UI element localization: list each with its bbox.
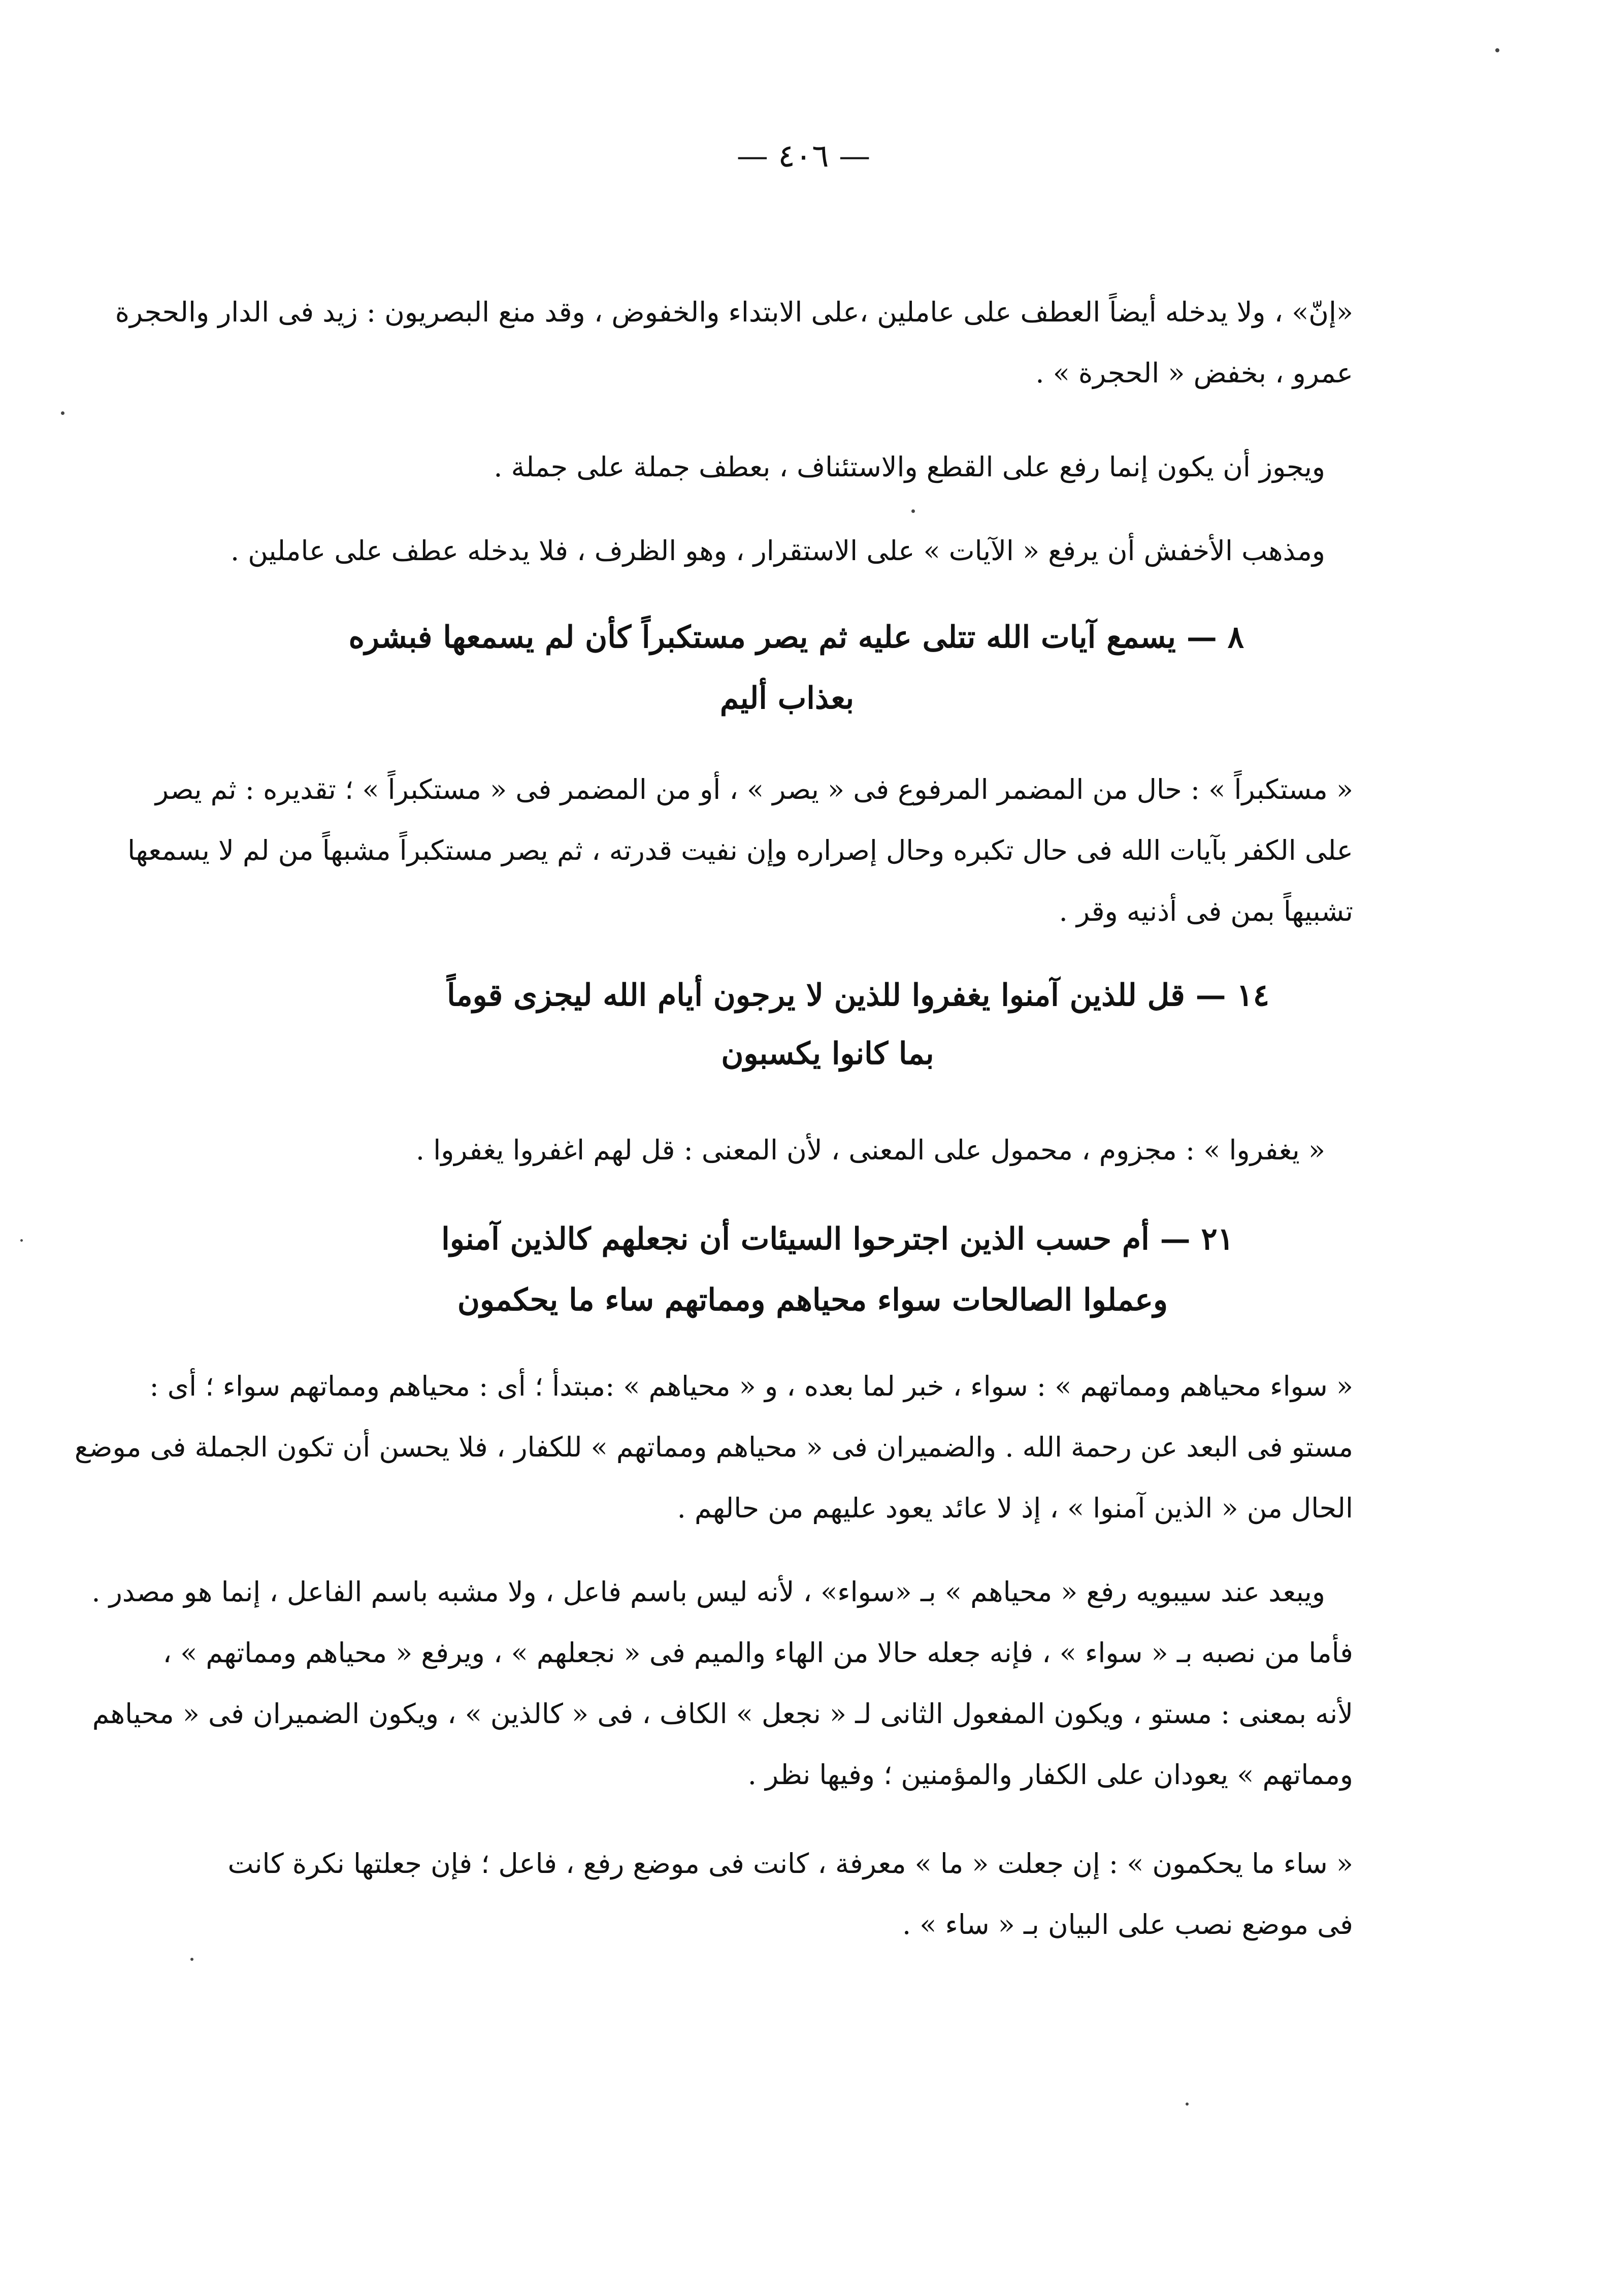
scan-speck: [911, 509, 915, 513]
quran-verse-line: بعذاب أليم: [719, 681, 855, 716]
scan-speck: [1495, 48, 1499, 52]
text-line: « ساء ما يحكمون » : إن جعلت « ما » معرفة ، كانت فى موضع رفع ، فاعل ؛ فإن جعلتها نكرة كانت: [227, 1848, 1353, 1880]
scan-speck: [20, 1239, 23, 1242]
text-line: « يغفروا » : مجزوم ، محمول على المعنى ، لأن المعنى : قل لهم اغفروا يغفروا .: [415, 1134, 1325, 1166]
text-line: ويبعد عند سيبويه رفع « محياهم » بـ «سواء» ، لأنه ليس باسم فاعل ، ولا مشبه باسم الفاعل ، إنما هو مصدر .: [91, 1576, 1325, 1608]
text-line: فأما من نصبه بـ « سواء » ، فإنه جعله حالا من الهاء والميم فى « نجعلهم » ، ويرفع « محياهم ومماتهم » ،: [162, 1637, 1353, 1669]
text-line: الحال من « الذين آمنوا » ، إذ لا عائد يعود عليهم من حالهم .: [677, 1492, 1353, 1524]
text-line: تشبيهاً بمن فى أذنيه وقر .: [1059, 895, 1353, 927]
text-line: فى موضع نصب على البيان بـ « ساء » .: [902, 1909, 1353, 1941]
scan-speck: [61, 411, 64, 415]
text-line: «إنّ» ، ولا يدخله أيضاً العطف على عاملين ،على الابتداء والخفوض ، وقد منع البصريون : زيد فى الدار والحجرة: [115, 296, 1353, 328]
text-line: ومذهب الأخفش أن يرفع « الآيات » على الاستقرار ، وهو الظرف ، فلا يدخله عطف على عاملين .: [230, 535, 1325, 567]
page-number: — ٤٠٦ —: [736, 137, 871, 174]
quran-verse-line: وعملوا الصالحات سواء محياهم ومماتهم ساء ما يحكمون: [457, 1282, 1168, 1318]
text-line: مستو فى البعد عن رحمة الله . والضميران فى « محياهم ومماتهم » للكفار ، فلا يحسن أن تكون الجملة فى موضع: [74, 1431, 1353, 1463]
text-line: على الكفر بآيات الله فى حال تكبره وحال إصراره وإن نفيت قدرته ، ثم يصر مستكبراً مشبهاً من لم لا يسمعها: [127, 834, 1353, 866]
text-line: « مستكبراً » : حال من المضمر المرفوع فى « يصر » ، أو من المضمر فى « مستكبراً » ؛ تقديره : ثم يصر: [155, 773, 1353, 805]
text-line: عمرو ، بخفض « الحجرة » .: [1035, 357, 1353, 389]
text-line: ومماتهم » يعودان على الكفار والمؤمنين ؛ وفيها نظر .: [747, 1759, 1353, 1791]
quran-verse-line: ٨ — يسمع آيات الله تتلى عليه ثم يصر مستكبراً كأن لم يسمعها فبشره: [348, 620, 1244, 655]
scan-speck: [190, 1958, 193, 1961]
quran-verse-line: ١٤ — قل للذين آمنوا يغفروا للذين لا يرجون أيام الله ليجزى قوماً: [447, 978, 1269, 1013]
text-line: ويجوز أن يكون إنما رفع على القطع والاستئناف ، بعطف جملة على جملة .: [494, 451, 1325, 483]
scan-speck: [1186, 2103, 1189, 2106]
text-line: « سواء محياهم ومماتهم » : سواء ، خبر لما بعده ، و « محياهم » :مبتدأ ؛ أى : محياهم ومماتهم سواء ؛ أى :: [149, 1370, 1353, 1402]
text-line: لأنه بمعنى : مستو ، ويكون المفعول الثانى لـ « نجعل » الكاف ، فى « كالذين » ، ويكون الضميران فى « محياهم: [92, 1698, 1353, 1730]
quran-verse-line: بما كانوا يكسبون: [721, 1036, 934, 1072]
quran-verse-line: ٢١ — أم حسب الذين اجترحوا السيئات أن نجعلهم كالذين آمنوا: [441, 1221, 1234, 1257]
